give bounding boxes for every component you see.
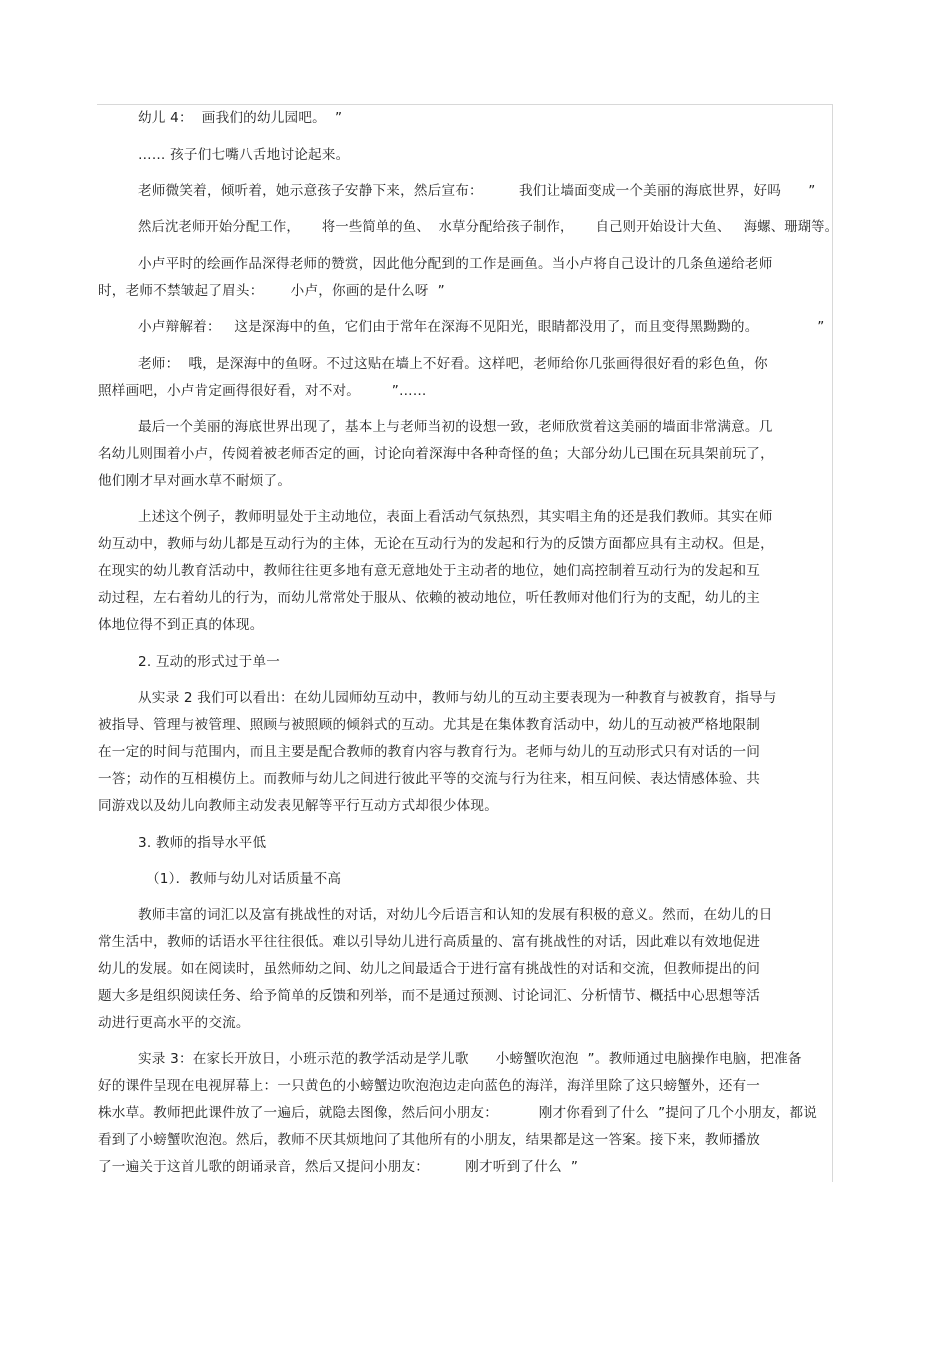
text-line: 了一遍关于这首儿歌的朗诵录音，然后又提问小朋友： 刚才听到了什么 ” xyxy=(98,1159,579,1175)
text-line: 动过程，左右着幼儿的行为，而幼儿常常处于服从、依赖的被动地位，听任教师对他们行为的支配，幼儿的主 xyxy=(98,590,761,606)
text-line: 老师微笑着，倾听着，她示意孩子安静下来，然后宣布： 我们让墙面变成一个美丽的海底世界，好吗 ” xyxy=(138,183,816,199)
text-line: 在现实的幼儿教育活动中，教师往往更多地有意无意地处于主动者的地位，她们高控制着互动行为的发起和互 xyxy=(98,563,761,579)
text-line: …… 孩子们七嘴八舌地讨论起来。 xyxy=(138,147,350,163)
text-line: 在一定的时间与范围内，而且主要是配合教师的教育内容与教育行为。老师与幼儿的互动形式只有对话的一问 xyxy=(98,744,761,760)
text-line: 时，老师不禁皱起了眉头： 小卢，你画的是什么呀 ” xyxy=(98,283,445,299)
text-line: 名幼儿则围着小卢，传阅着被老师否定的画，讨论向着深海中各种奇怪的鱼；大部分幼儿已围在玩具架前玩了， xyxy=(98,446,774,462)
text-line: 照样画吧，小卢肯定画得很好看，对不对。 ”…… xyxy=(98,383,427,399)
text-line: 看到了小螃蟹吹泡泡。然后，教师不厌其烦地问了其他所有的小朋友，结果都是这一答案。接下来，教师播放 xyxy=(98,1132,761,1148)
text-line: 株水草。教师把此课件放了一遍后，就隐去图像，然后问小朋友： 刚才你看到了什么 ”提问了几个小朋友，都说 xyxy=(98,1105,818,1121)
text-line: 他们刚才早对画水草不耐烦了。 xyxy=(98,473,292,489)
text-line: 幼儿的发展。如在阅读时，虽然师幼之间、幼儿之间最适合于进行富有挑战性的对话和交流，但教师提出的问 xyxy=(98,961,761,977)
text-line: 幼儿 4： 画我们的幼儿园吧。 ” xyxy=(138,110,343,126)
page-frame-top xyxy=(97,104,833,105)
text-line: 小卢辩解着： 这是深海中的鱼，它们由于常年在深海不见阳光，眼睛都没用了，而且变得黑黝黝的。 ” xyxy=(138,319,825,335)
text-line: 老师： 哦，是深海中的鱼呀。不过这贴在墙上不好看。这样吧，老师给你几张画得很好看的彩色鱼，你 xyxy=(138,356,768,372)
page-frame-right xyxy=(832,104,833,1182)
text-line: 教师丰富的词汇以及富有挑战性的对话，对幼儿今后语言和认知的发展有积极的意义。然而，在幼儿的日 xyxy=(138,907,773,923)
text-line: 然后沈老师开始分配工作， 将一些简单的鱼、 水草分配给孩子制作， 自己则开始设计大鱼、 海螺、珊瑚等。 xyxy=(138,219,839,235)
text-line: 最后一个美丽的海底世界出现了，基本上与老师当初的设想一致，老师欣赏着这美丽的墙面非常满意。几 xyxy=(138,419,773,435)
subsection-heading: （1）．教师与幼儿对话质量不高 xyxy=(146,871,342,887)
text-line: 好的课件呈现在电视屏幕上：一只黄色的小螃蟹边吹泡泡边走向蓝色的海洋，海洋里除了这只螃蟹外，还有一 xyxy=(98,1078,761,1094)
text-line: 题大多是组织阅读任务、给予简单的反馈和列举，而不是通过预测、讨论词汇、分析情节、概括中心思想等活 xyxy=(98,988,761,1004)
text-line: 实录 3：在家长开放日，小班示范的教学活动是学儿歌 小螃蟹吹泡泡 ”。教师通过电脑操作电脑，把准备 xyxy=(138,1051,802,1067)
text-line: 常生活中，教师的话语水平往往很低。难以引导幼儿进行高质量的、富有挑战性的对话，因此难以有效地促进 xyxy=(98,934,761,950)
text-line: 从实录 2 我们可以看出：在幼儿园师幼互动中，教师与幼儿的互动主要表现为一种教育与被教育，指导与 xyxy=(138,690,777,706)
section-heading: 3. 教师的指导水平低 xyxy=(138,835,267,851)
text-line: 一答；动作的互相模仿上。而教师与幼儿之间进行彼此平等的交流与行为往来，相互问候、表达情感体验、共 xyxy=(98,771,761,787)
text-line: 动进行更高水平的交流。 xyxy=(98,1015,250,1031)
section-heading: 2. 互动的形式过于单一 xyxy=(138,654,281,670)
text-line: 小卢平时的绘画作品深得老师的赞赏，因此他分配到的工作是画鱼。当小卢将自己设计的几条鱼递给老师 xyxy=(138,256,773,272)
text-line: 幼互动中，教师与幼儿都是互动行为的主体，无论在互动行为的发起和行为的反馈方面都应具有主动权。但是， xyxy=(98,536,774,552)
text-line: 被指导、管理与被管理、照顾与被照顾的倾斜式的互动。尤其是在集体教育活动中，幼儿的互动被严格地限制 xyxy=(98,717,761,733)
text-line: 体地位得不到正真的体现。 xyxy=(98,617,264,633)
text-line: 上述这个例子，教师明显处于主动地位，表面上看活动气氛热烈，其实唱主角的还是我们教师。其实在师 xyxy=(138,509,773,525)
text-line: 同游戏以及幼儿向教师主动发表见解等平行互动方式却很少体现。 xyxy=(98,798,499,814)
